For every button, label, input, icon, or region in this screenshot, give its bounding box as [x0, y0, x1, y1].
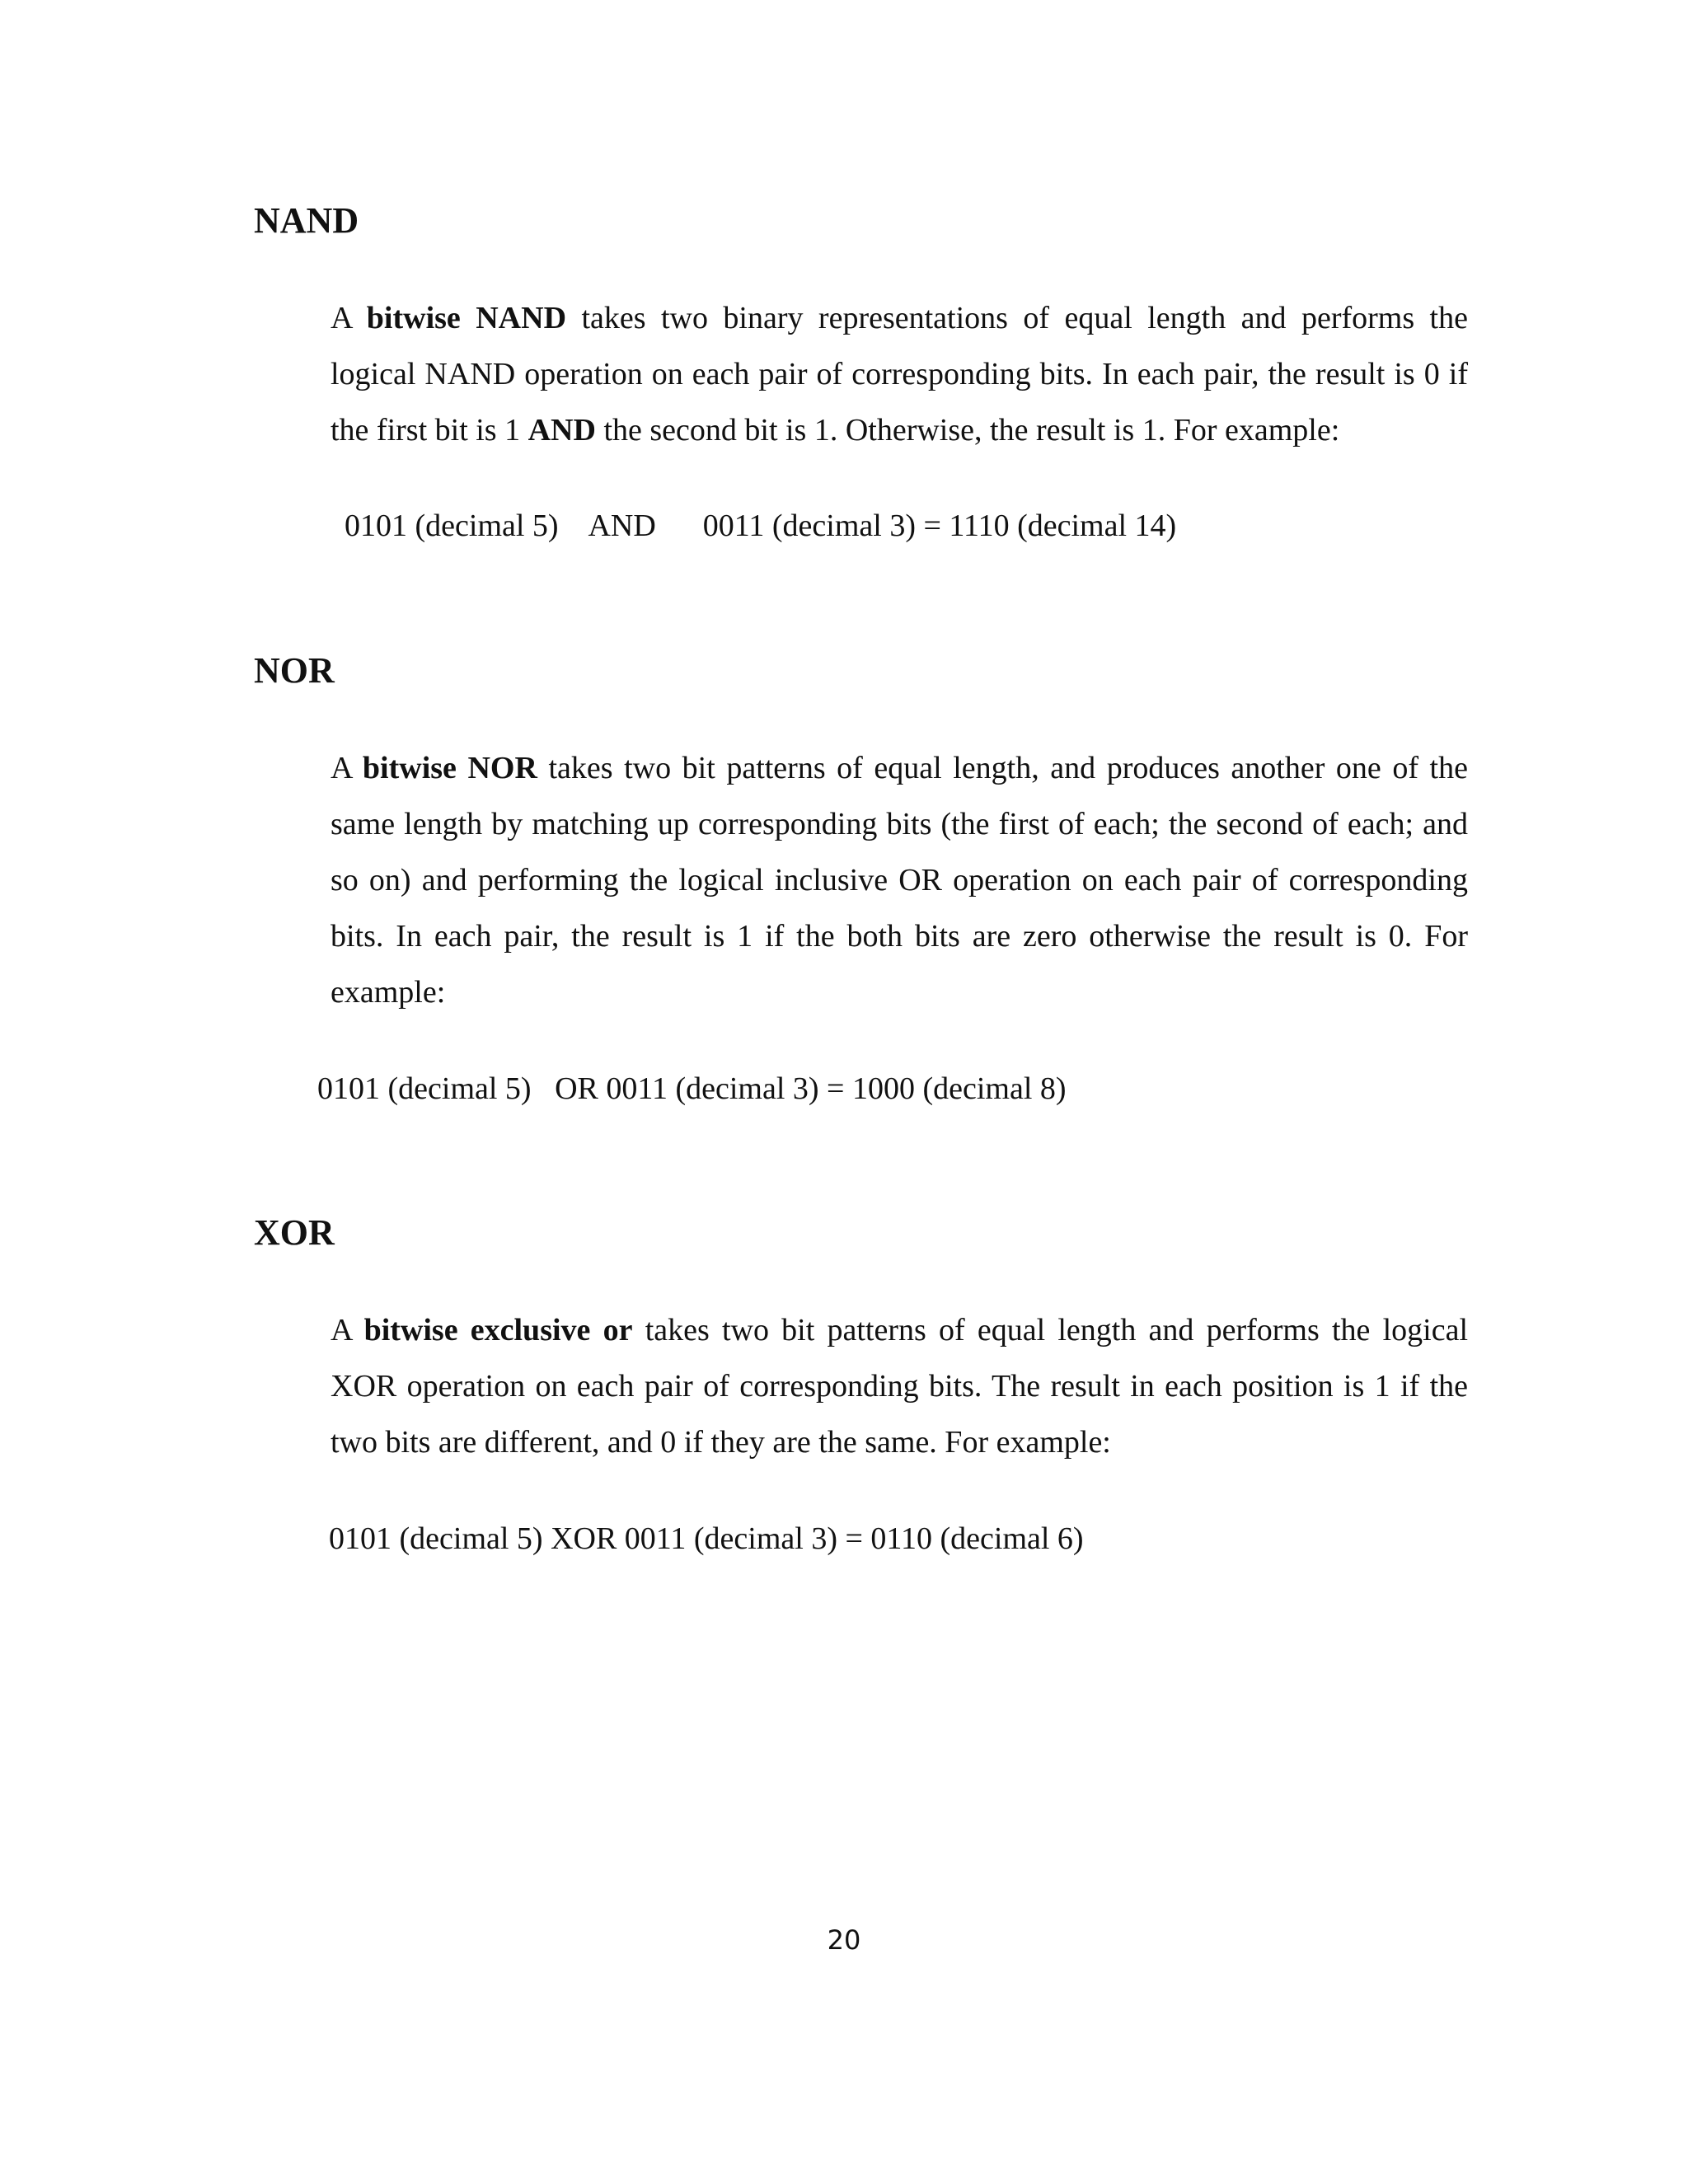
nor-example: 0101 (decimal 5) OR 0011 (decimal 3) = 1000 (decimal 8)	[317, 1071, 1067, 1106]
nand-paragraph-bold-and: AND	[528, 413, 596, 448]
nand-heading: NAND	[254, 200, 359, 241]
nor-paragraph-bold-term: bitwise NOR	[362, 751, 537, 785]
nand-paragraph-text-a: A	[331, 301, 367, 335]
nor-paragraph-text-b: takes two bit patterns of equal length, and produces another one of the same length by matching up corresponding bits (the first of each; the second of each; and so on) and performing the logical inclusive OR operation on each pair of corresponding bits. In each pair, the result is 1 if the both bits are zero otherwise the result is 0. For example:	[331, 751, 1468, 1010]
nand-example: 0101 (decimal 5) AND 0011 (decimal 3) = 1110 (decimal 14)	[345, 509, 1177, 543]
xor-heading: XOR	[254, 1212, 335, 1253]
nor-paragraph	[331, 740, 1468, 1020]
nor-paragraph-text-a: A	[331, 751, 363, 785]
nand-paragraph	[331, 290, 1468, 458]
page-number: 20	[827, 1924, 861, 1956]
xor-paragraph-bold-term: bitwise exclusive or	[363, 1313, 633, 1347]
xor-paragraph-text-b: takes two bit patterns of equal length and performs the logical XOR operation on each pair of corresponding bits. The result in each position is 1 if the two bits are different, and 0 if they are the same. For example:	[331, 1313, 1468, 1460]
nor-heading: NOR	[254, 650, 335, 691]
xor-paragraph	[331, 1302, 1468, 1470]
nand-paragraph-text-c: the second bit is 1. Otherwise, the result is 1. For example:	[595, 413, 1340, 448]
nand-paragraph-bold-term: bitwise NAND	[366, 301, 567, 335]
xor-paragraph-text-a: A	[331, 1313, 364, 1347]
xor-example: 0101 (decimal 5) XOR 0011 (decimal 3) = 0110 (decimal 6)	[329, 1521, 1084, 1556]
nand-paragraph-text-b: takes two binary representations of equal length and performs the logical NAND operation on each pair of corresponding bits. In each pair, the result is 0 if the first bit is 1	[331, 301, 1468, 448]
